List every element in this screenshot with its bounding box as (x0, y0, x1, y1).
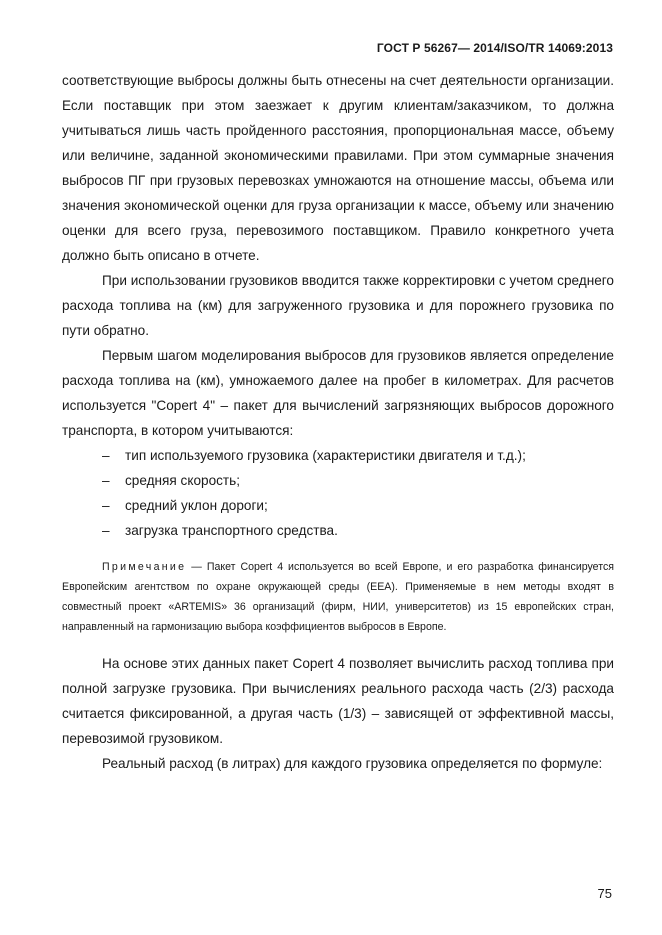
list-item (62, 518, 614, 543)
paragraph-2: При использовании грузовиков вводится также корректировки с учетом среднего расхода топлива на (км) для загруженного грузовика и для порожнего грузовика по пути обратно. (62, 273, 614, 338)
list-item-text: средний уклон дороги; (125, 498, 268, 513)
list-dash: – (102, 473, 110, 488)
list-dash: – (102, 523, 110, 538)
document-header: ГОСТ Р 56267— 2014/ISO/TR 14069:2013 (376, 41, 613, 55)
note-label: Примечание (102, 561, 187, 573)
list-item-text: загрузка транспортного средства. (125, 523, 338, 538)
list-item-text: тип используемого грузовика (характеристики двигателя и т.д.); (125, 448, 526, 463)
list-item (62, 493, 614, 518)
list-dash: – (102, 498, 110, 513)
factors-list (62, 443, 614, 543)
list-dash: – (102, 448, 110, 463)
paragraph-3: Первым шагом моделирования выбросов для грузовиков является определение расхода топлива на (км), умножаемого далее на пробег в километрах. Для расчетов используется "Copert 4" – пакет для вычислений загрязняющих выбросов дорожного транспорта, в котором учитываются: (62, 348, 614, 438)
list-item-text: средняя скорость; (125, 473, 241, 488)
page-number: 75 (597, 886, 612, 901)
spacer (62, 637, 614, 651)
note-text: — Пакет Copert 4 используется во всей Европе, и его разработка финансируется Европейским агентством по охране окружающей среды (ЕЕА). Применяемые в нем методы входят в совместный проект «ARTEMIS» 36 организаций (фирм, НИИ, университетов) из 15 европейских стран, направленный на гармонизацию выбора коэффициентов выбросов в Европе. (62, 561, 614, 633)
paragraph-1: соответствующие выбросы должны быть отнесены на счет деятельности организации. Если поставщик при этом заезжает к другим клиентам/заказчиком, то должна учитываться лишь часть пройденного расстояния, пропорциональная массе, объему или величине, заданной экономическими правилами. При этом суммарные значения выбросов ПГ при грузовых перевозках умножаются на отношение массы, объема или значения экономической оценки для груза организации к массе, объему или значению оценки для всего груза, перевозимого поставщиком. Правило конкретного учета должно быть описано в отчете. (62, 73, 614, 263)
note-block (62, 557, 614, 637)
paragraph-5: Реальный расход (в литрах) для каждого грузовика определяется по формуле: (102, 756, 603, 771)
list-item (62, 443, 614, 468)
page-body (62, 68, 614, 776)
list-item (62, 468, 614, 493)
paragraph-4: На основе этих данных пакет Copert 4 позволяет вычислить расход топлива при полной загрузке грузовика. При вычислениях реального расхода часть (2/3) расхода считается фиксированной, а другая часть (1/3) – зависящей от эффективной массы, перевозимой грузовиком. (62, 656, 614, 746)
